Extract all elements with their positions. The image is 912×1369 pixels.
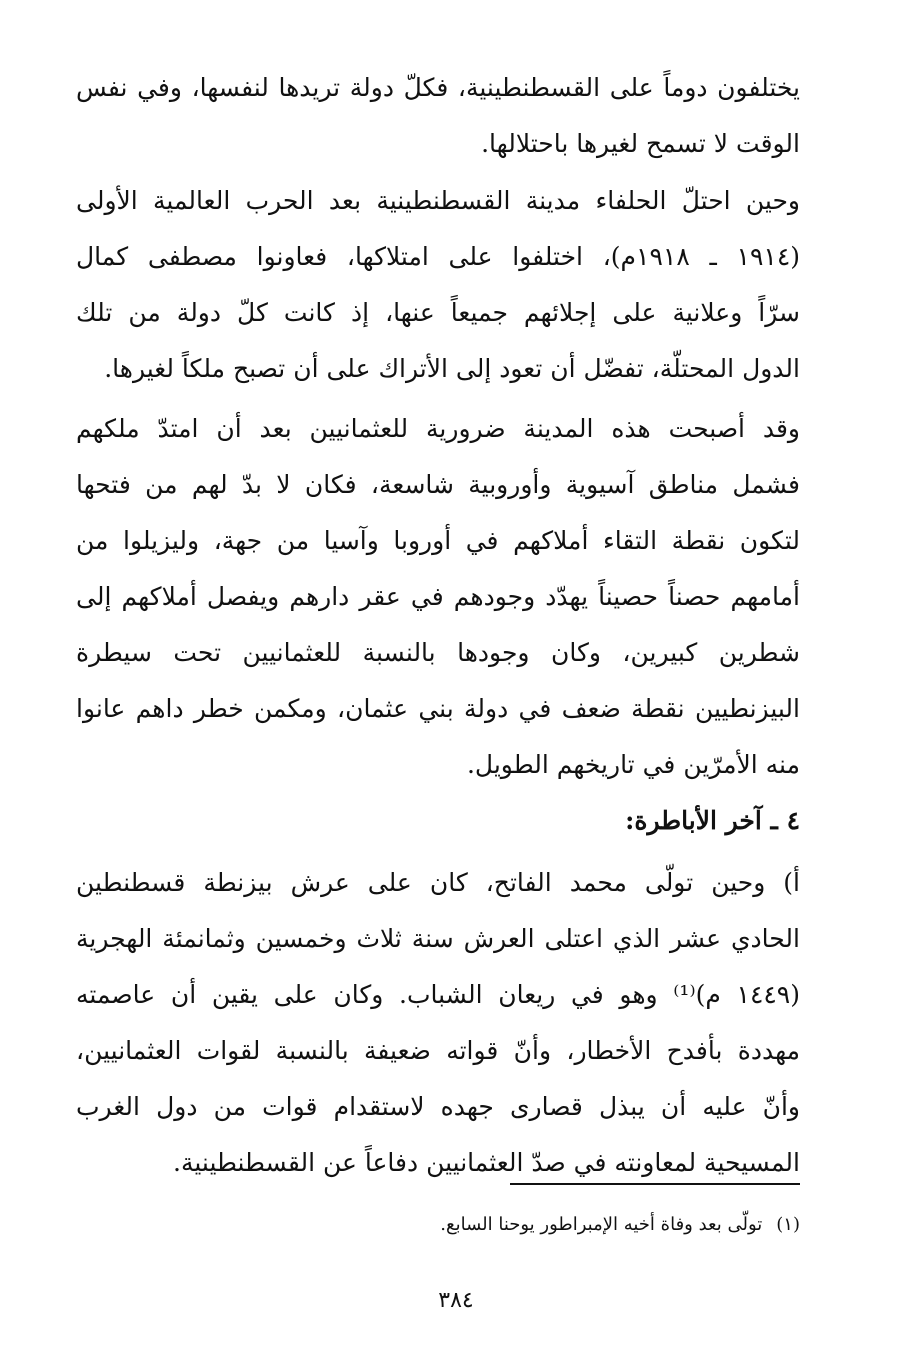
text-line: (١٩١٤ ـ ١٩١٨م)، اختلفوا على امتلاكها، فعاونوا مصطفى كمال [76, 242, 800, 271]
paragraph-allies-occupation [76, 173, 800, 397]
text-line: وأنّ عليه أن يبذل قصارى جهده لاستقدام قوات من دول الغرب [76, 1092, 800, 1121]
text-line: الوقت لا تسمح لغيرها باحتلالها. [481, 129, 800, 158]
text-line: (١٤٤٩ م)⁽¹⁾ وهو في ريعان الشباب. وكان على يقين أن عاصمته [76, 980, 800, 1009]
text-line: وحين احتلّ الحلفاء مدينة القسطنطينية بعد الحرب العالمية الأولى [76, 186, 800, 215]
text-line: المسيحية لمعاونته في صدّ العثمانيين دفاعاً عن القسطنطينية. [173, 1148, 800, 1177]
text-line: أمامهم حصناً حصيناً يهدّد وجودهم في عقر دارهم ويفصل أملاكهم إلى [76, 582, 800, 611]
paragraph-intro [76, 60, 800, 172]
footnote-divider [510, 1183, 800, 1185]
footnote-text: تولّى بعد وفاة أخيه الإمبراطور يوحنا السابع. [440, 1214, 763, 1235]
text-line: شطرين كبيرين، وكان وجودها بالنسبة للعثمانيين تحت سيطرة [76, 638, 800, 667]
paragraph-last-emperor [76, 855, 800, 1191]
text-line: وقد أصبحت هذه المدينة ضرورية للعثمانيين بعد أن امتدّ ملكهم [76, 414, 800, 443]
text-line: مهددة بأفدح الأخطار، وأنّ قواته ضعيفة بالنسبة لقوات العثمانيين، [76, 1036, 800, 1065]
text-line: الحادي عشر الذي اعتلى العرش سنة ثلاث وخمسين وثمانمئة الهجرية [76, 924, 800, 953]
text-line: البيزنطيين نقطة ضعف في دولة بني عثمان، ومكمن خطر داهم عانوا [76, 694, 800, 723]
text-line: فشمل مناطق آسيوية وأوروبية شاسعة، فكان لا بدّ لهم من فتحها [76, 470, 800, 499]
text-line: الدول المحتلّة، تفضّل أن تعود إلى الأتراك على أن تصبح ملكاً لغيرها. [104, 354, 800, 383]
text-line: لتكون نقطة التقاء أملاكهم في أوروبا وآسيا من جهة، وليزيلوا من [76, 526, 800, 555]
footnote-number: (١) [776, 1214, 800, 1235]
paragraph-city-importance [76, 401, 800, 793]
text-line: سرّاً وعلانية على إجلائهم جميعاً عنها، إذ كانت كلّ دولة من تلك [76, 298, 800, 327]
text-line: يختلفون دوماً على القسطنطينية، فكلّ دولة تريدها لنفسها، وفي نفس [76, 73, 800, 102]
text-line: أ) وحين تولّى محمد الفاتح، كان على عرش بيزنطة قسطنطين [76, 868, 800, 897]
text-line: منه الأمرّين في تاريخهم الطويل. [466, 750, 800, 779]
page-number: ٣٨٤ [438, 1288, 474, 1313]
footnote [440, 1210, 800, 1240]
section-heading: ٤ ـ آخر الأباطرة: [625, 806, 800, 835]
